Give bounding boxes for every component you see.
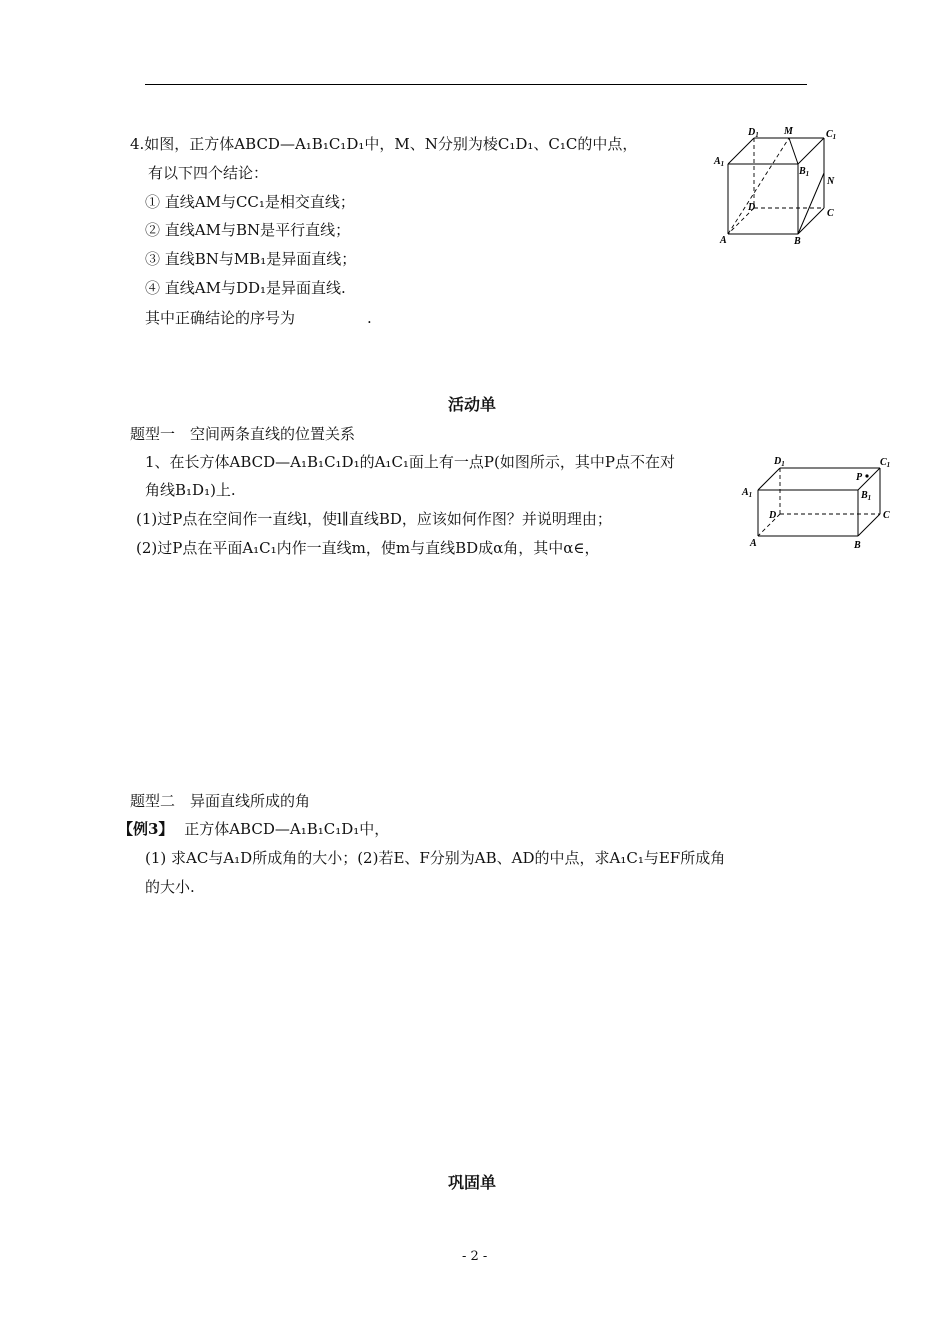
type1-q1-line2: 角线B₁D₁)上. — [145, 481, 236, 499]
label-B1: $B_1$ — [799, 166, 810, 178]
label-B: B — [854, 540, 861, 551]
problem4-intro: 有以下四个结论： — [148, 164, 269, 182]
problem4-stem: 4.如图，正方体ABCD—A₁B₁C₁D₁中，M、N分别为棱C₁D₁、C₁C的中点， — [130, 135, 638, 153]
label-B1: $B_1$ — [861, 490, 872, 502]
label-D1: $D_1$ — [774, 456, 785, 468]
label-D: D — [748, 202, 756, 213]
label-M: M — [784, 126, 793, 137]
type2-heading: 题型二 异面直线所成的角 — [130, 792, 311, 810]
conclusion-2: ② 直线AM与BN是平行直线； — [145, 221, 351, 239]
header-rule — [145, 84, 807, 85]
example-tag: 【例3】 — [118, 820, 174, 838]
label-A: A — [750, 538, 757, 549]
box-figure — [740, 448, 900, 558]
label-C: C — [827, 208, 834, 219]
label-C: C — [883, 510, 890, 521]
ask-end: . — [367, 309, 372, 327]
example-text: 正方体ABCD—A₁B₁C₁D₁中， — [184, 820, 390, 838]
type2-q-line1: (1) 求AC与A₁D所成角的大小；(2)若E、F分别为AB、AD的中点，求A₁C₁与EF所成角 — [145, 849, 726, 867]
section-activity-title: 活动单 — [448, 395, 497, 414]
page-number: - 2 - — [462, 1249, 488, 1264]
point-P — [865, 474, 868, 477]
type1-heading: 题型一 空间两条直线的位置关系 — [130, 425, 356, 443]
conclusion-4: ④ 直线AM与DD₁是异面直线. — [145, 279, 346, 297]
label-A1: $A_1$ — [714, 156, 725, 168]
conclusion-3: ③ 直线BN与MB₁是异面直线； — [145, 250, 357, 268]
label-B: B — [794, 236, 801, 247]
problem4-ask — [145, 307, 372, 328]
label-P: P — [856, 472, 863, 483]
label-N: N — [827, 176, 835, 187]
cube-figure — [706, 120, 856, 250]
section-consolidate-title: 巩固单 — [448, 1173, 497, 1192]
example-3 — [118, 818, 389, 839]
label-D1: $D_1$ — [748, 127, 759, 139]
label-D: D — [769, 510, 777, 521]
label-A: A — [720, 235, 727, 246]
ask-text: 其中正确结论的序号为 — [145, 309, 296, 327]
label-C1: $C_1$ — [880, 457, 891, 469]
label-A1: $A_1$ — [742, 487, 753, 499]
type1-q1-line1: 1、在长方体ABCD—A₁B₁C₁D₁的A₁C₁面上有一点P(如图所示，其中P点不在对 — [145, 453, 675, 471]
type1-part1: (1)过P点在空间作一直线l，使l∥直线BD，应该如何作图？并说明理由； — [136, 510, 612, 528]
label-C1: $C_1$ — [826, 129, 837, 141]
type2-q-line2: 的大小. — [145, 878, 195, 896]
conclusion-1: ① 直线AM与CC₁是相交直线； — [145, 193, 355, 211]
type1-part2: (2)过P点在平面A₁C₁内作一直线m，使m与直线BD成α角，其中α∈， — [136, 539, 600, 557]
